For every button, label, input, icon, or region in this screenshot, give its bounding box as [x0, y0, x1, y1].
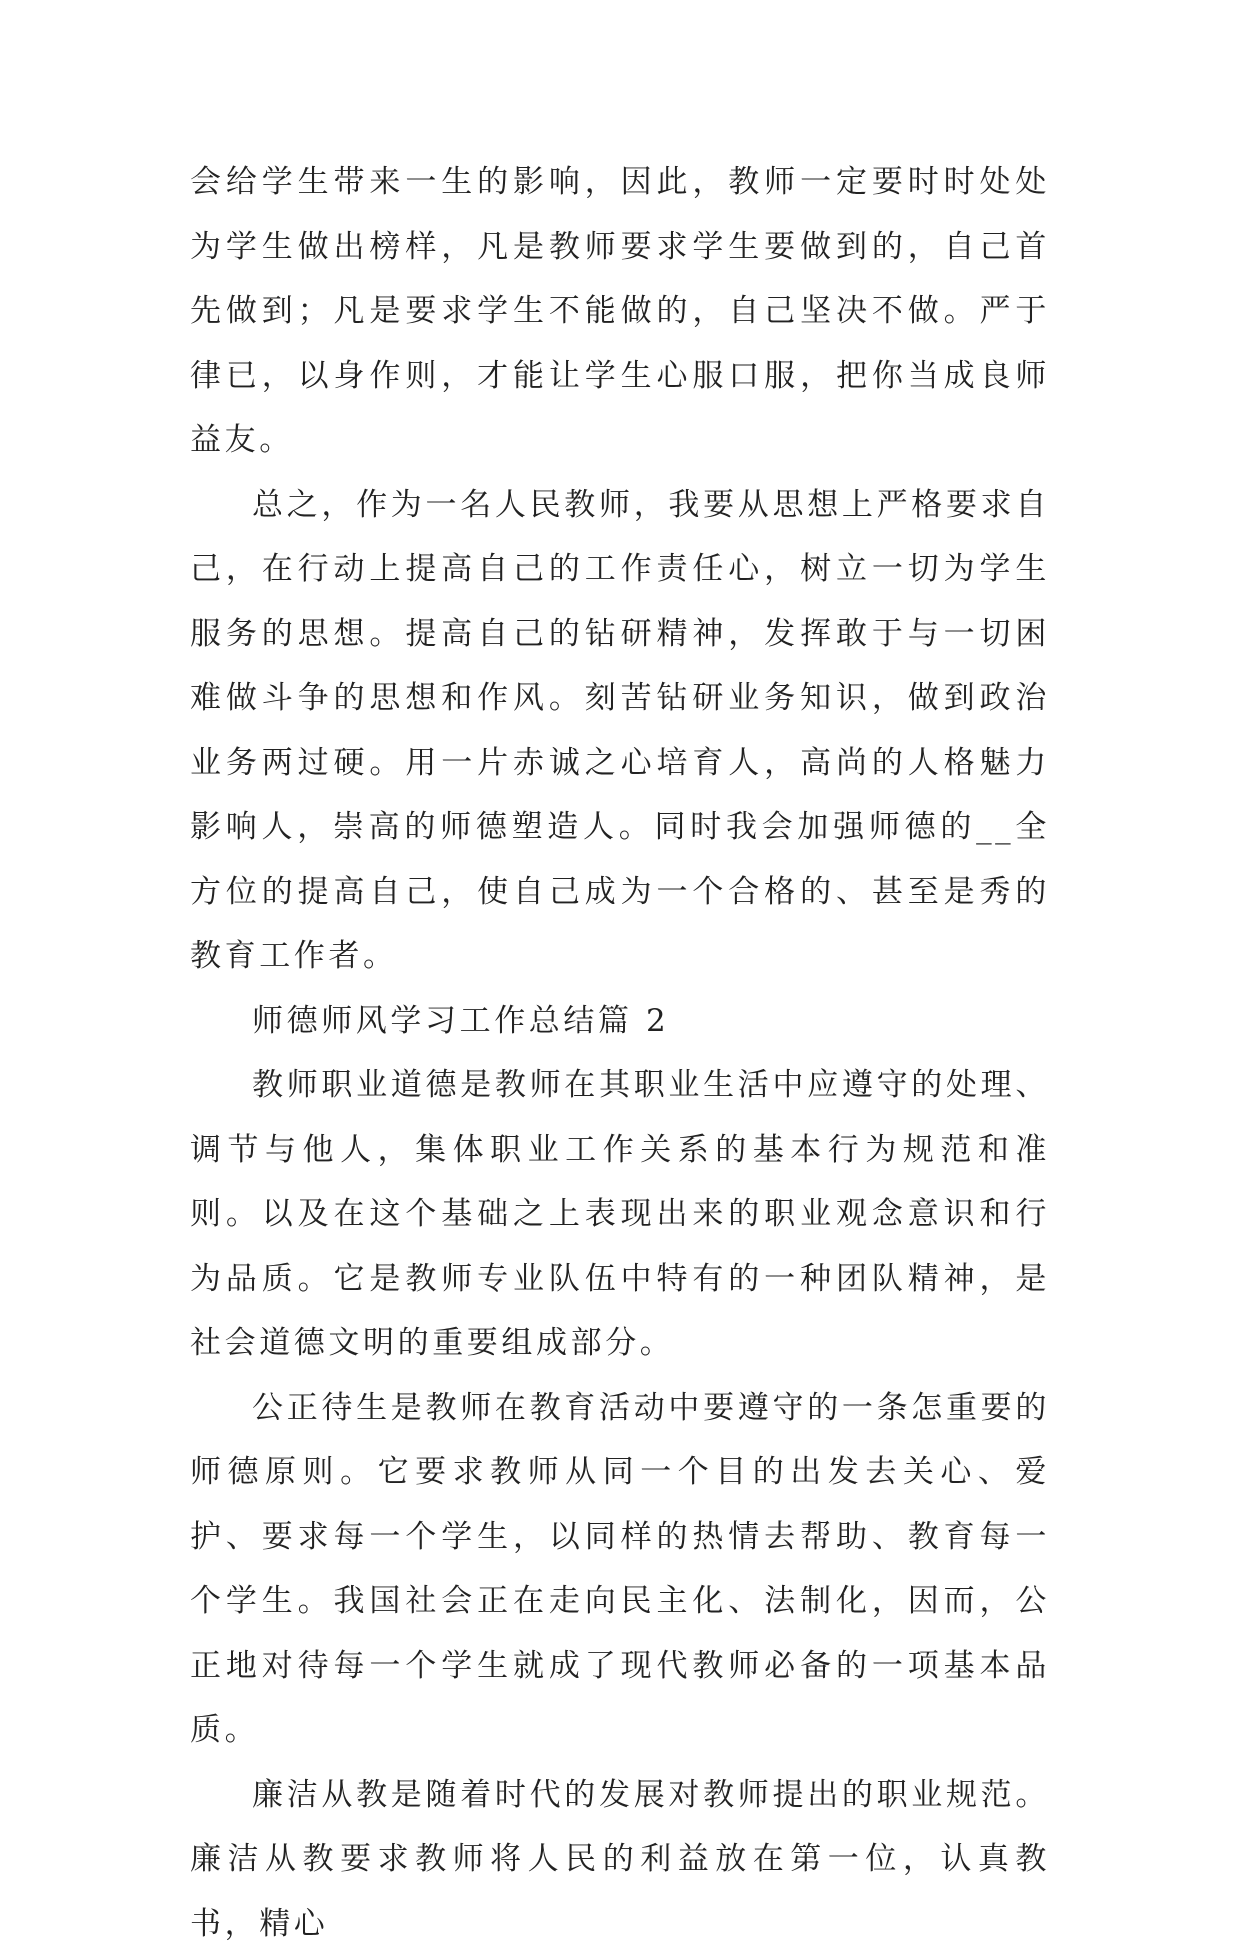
section-heading: 师德师风学习工作总结篇 2 — [190, 989, 1050, 1054]
paragraph-continuation: 会给学生带来一生的影响，因此，教师一定要时时处处为学生做出榜样，凡是教师要求学生要做到的，自己首先做到；凡是要求学生不能做的，自己坚决不做。严于律已，以身作则，才能让学生心服口服，把你当成良师益友。 — [190, 150, 1050, 473]
document-body — [190, 150, 1050, 1956]
paragraph-professional-ethics: 教师职业道德是教师在其职业生活中应遵守的处理、调节与他人，集体职业工作关系的基本行为规范和准则。以及在这个基础之上表现出来的职业观念意识和行为品质。它是教师专业队伍中特有的一种团队精神，是社会道德文明的重要组成部分。 — [190, 1053, 1050, 1376]
paragraph-conclusion: 总之，作为一名人民教师，我要从思想上严格要求自己，在行动上提高自己的工作责任心，树立一切为学生服务的思想。提高自己的钻研精神，发挥敢于与一切困难做斗争的思想和作风。刻苦钻研业务知识，做到政治业务两过硬。用一片赤诚之心培育人，高尚的人格魅力影响人，崇高的师德塑造人。同时我会加强师德的__全方位的提高自己，使自己成为一个合格的、甚至是秀的教育工作者。 — [190, 473, 1050, 989]
paragraph-integrity: 廉洁从教是随着时代的发展对教师提出的职业规范。廉洁从教要求教师将人民的利益放在第一位，认真教书，精心 — [190, 1763, 1050, 1956]
paragraph-fair-treatment: 公正待生是教师在教育活动中要遵守的一条怎重要的师德原则。它要求教师从同一个目的出发去关心、爱护、要求每一个学生，以同样的热情去帮助、教育每一个学生。我国社会正在走向民主化、法制化，因而，公正地对待每一个学生就成了现代教师必备的一项基本品质。 — [190, 1376, 1050, 1763]
